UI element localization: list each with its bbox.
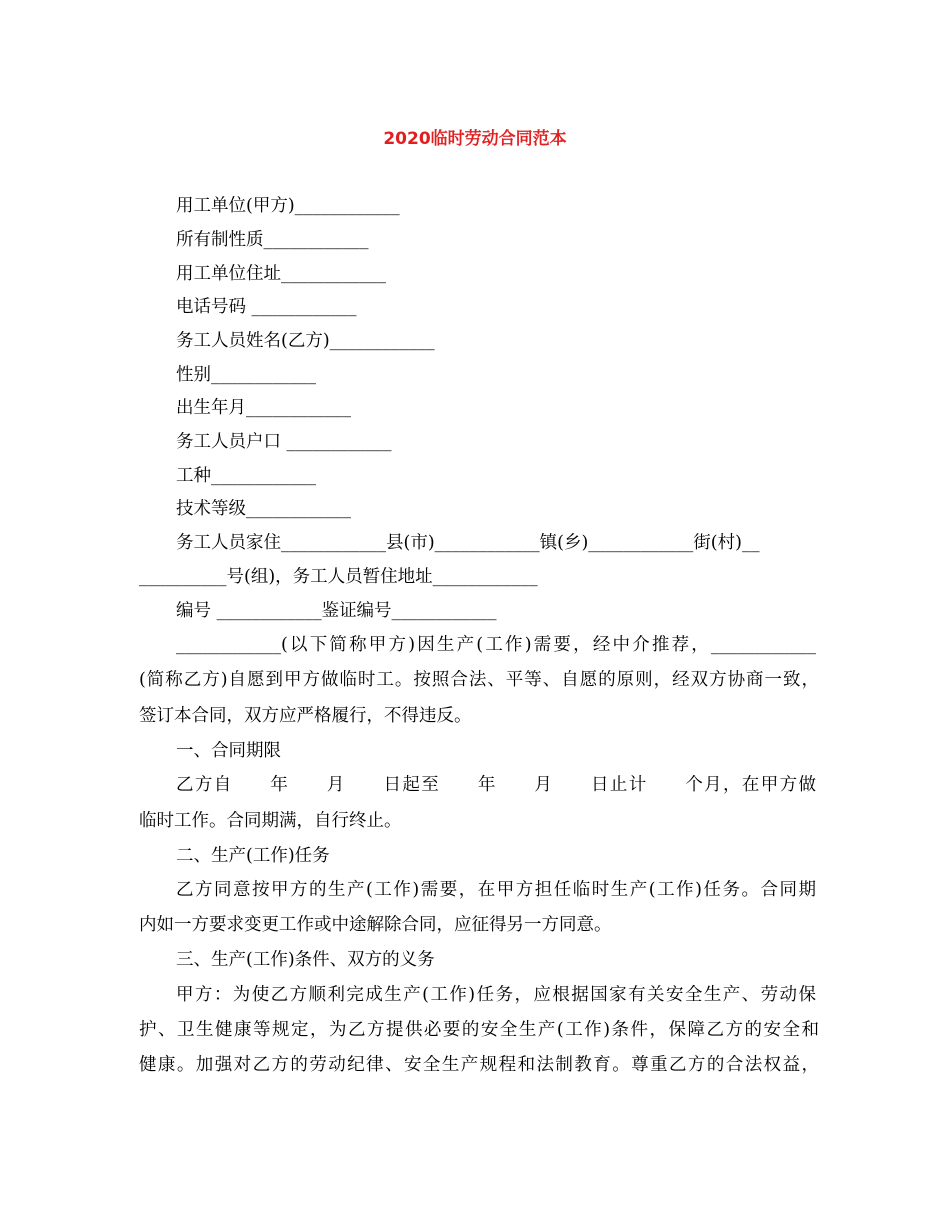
paragraph-intro-line: 签订本合同，双方应严格履行，不得违反。 (139, 706, 472, 726)
field-skill-level: 技术等级____________ (176, 499, 351, 519)
paragraph-line: 乙方同意按甲方的生产(工作)需要，在甲方担任临时生产(工作)任务。合同期 (176, 880, 816, 900)
field-home-address-cont: __________号(组)，务工人员暂住地址____________ (139, 567, 538, 587)
paragraph-intro-line: ____________(以下简称甲方)因生产(工作)需要，经中介推荐，____________ (176, 635, 816, 655)
paragraph-line: 乙方自 年 月 日起至 年 月 日止计 个月，在甲方做 (176, 775, 816, 795)
section-heading: 二、生产(工作)任务 (176, 846, 330, 866)
paragraph-line: 临时工作。合同期满，自行终止。 (139, 811, 402, 831)
field-gender: 性别____________ (176, 365, 316, 385)
field-birth-date: 出生年月____________ (176, 398, 351, 418)
field-phone: 电话号码 ____________ (176, 297, 357, 317)
field-household: 务工人员户口 ____________ (176, 432, 392, 452)
field-worker-name: 务工人员姓名(乙方)____________ (176, 331, 435, 351)
field-ownership: 所有制性质____________ (176, 230, 369, 250)
field-home-address: 务工人员家住____________县(市)____________镇(乡)____________街(村)__ (176, 533, 760, 553)
section-heading: 三、生产(工作)条件、双方的义务 (176, 950, 435, 970)
paragraph-line: 甲方：为使乙方顺利完成生产(工作)任务，应根据国家有关安全生产、劳动保 (176, 985, 816, 1005)
paragraph-line: 内如一方要求变更工作或中途解除合同，应征得另一方同意。 (139, 915, 612, 935)
field-employer-address: 用工单位住址____________ (176, 264, 386, 284)
field-employer: 用工单位(甲方)____________ (176, 196, 400, 216)
document-title: 2020临时劳动合同范本 (383, 129, 567, 149)
paragraph-line: 护、卫生健康等规定，为乙方提供必要的安全生产(工作)条件，保障乙方的安全和 (139, 1020, 819, 1040)
paragraph-intro-line: (简称乙方)自愿到甲方做临时工。按照合法、平等、自愿的原则，经双方协商一致， (139, 670, 819, 690)
section-heading: 一、合同期限 (176, 741, 281, 761)
paragraph-line: 健康。加强对乙方的劳动纪律、安全生产规程和法制教育。尊重乙方的合法权益， (139, 1055, 819, 1075)
field-job-type: 工种____________ (176, 466, 316, 486)
field-number: 编号 ____________鉴证编号____________ (176, 601, 497, 621)
